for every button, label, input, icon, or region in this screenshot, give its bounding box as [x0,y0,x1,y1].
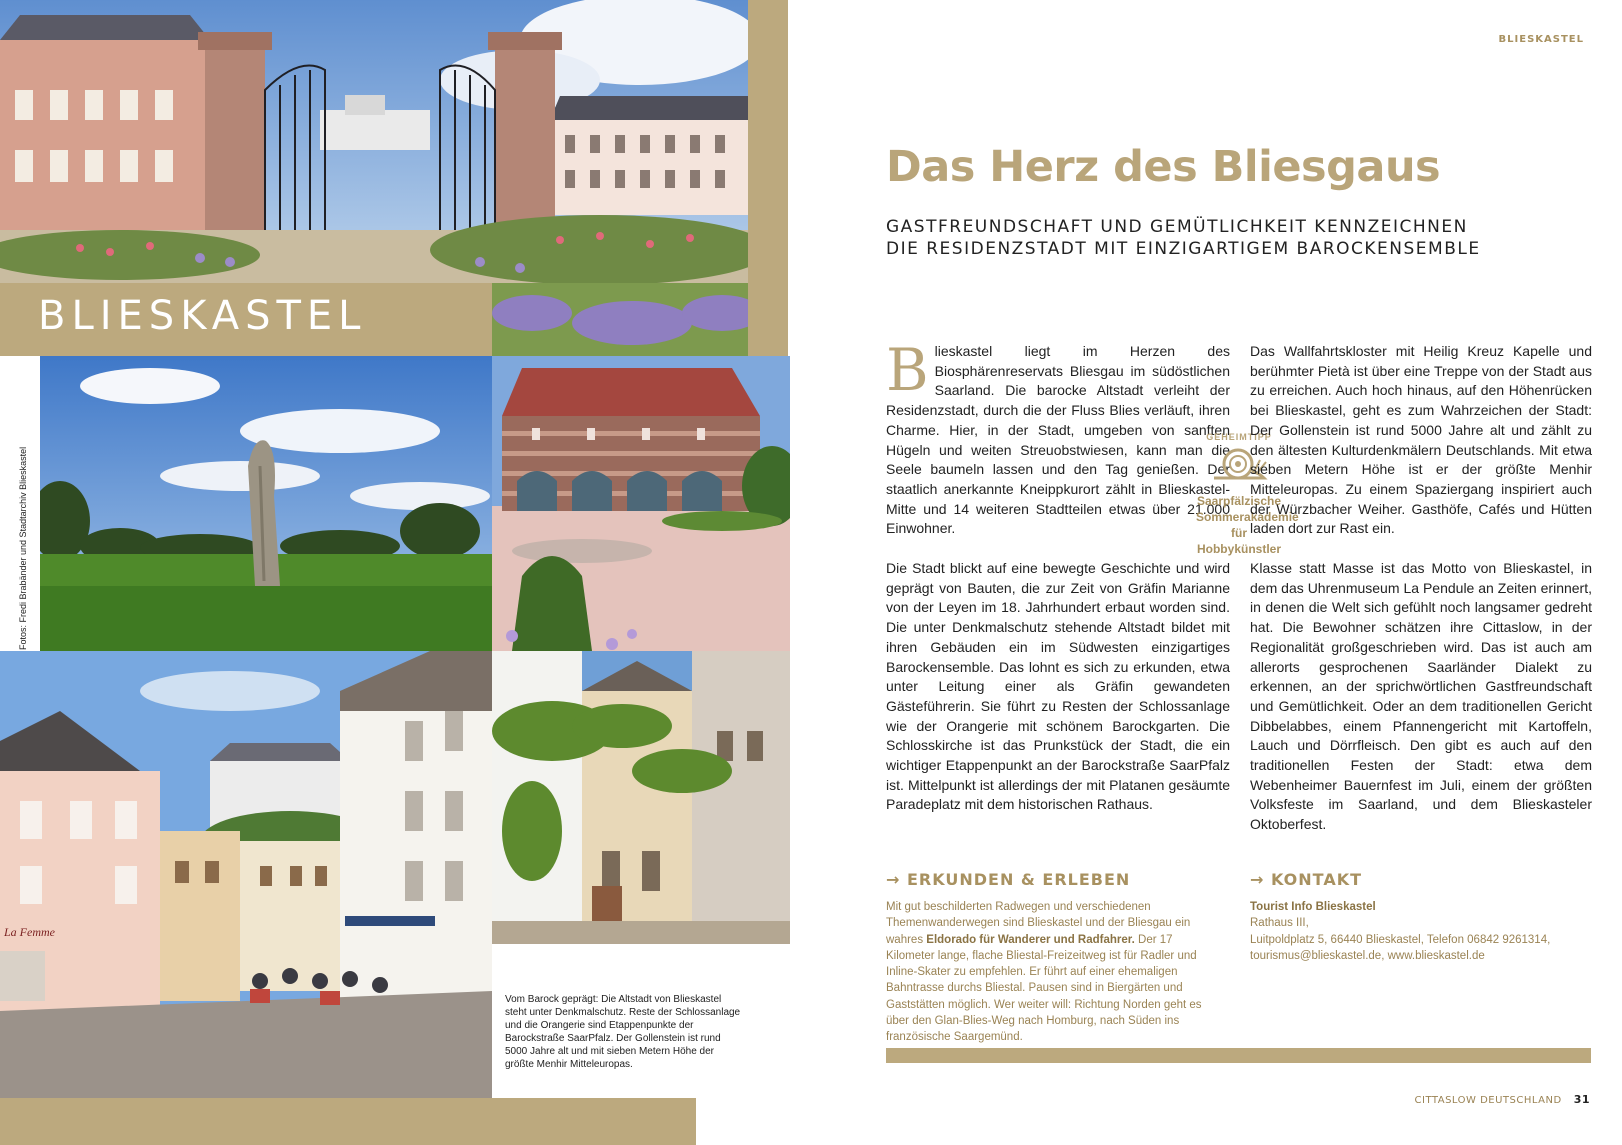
orangerie-photo [492,356,790,651]
left-page [0,0,790,1145]
contact-line-2: Luitpoldplatz 5, 66440 Blieskastel, Telefon 06842 9261314, [1250,933,1551,946]
palace-gate-photo [0,0,748,283]
contact-box [1250,870,1592,964]
photo-credit: Fotos: Fredi Brabänder und Stadtarchiv Blieskastel [18,446,28,650]
contact-heading: → KONTAKT [1250,870,1363,889]
title-band [0,283,492,356]
subhead-line-1: GASTFREUNDSCHAFT UND GEMÜTLICHKEIT KENNZEICHNEN [886,217,1468,237]
contact-line-3[interactable]: tourismus@blieskastel.de, www.blieskastel.de [1250,949,1485,962]
old-town-street-photo [0,651,492,1098]
explore-text [886,899,1224,1046]
explore-box [886,870,1224,1046]
paragraph-4: Klasse statt Masse ist das Motto von Blieskastel, in dem das Uhrenmuseum La Pendule an Zeiten erinnert, in denen die Welt sich gefühlt noch langsamer gedreht hat. Die Bewohner schätzen ihre Cittaslow, in der Regionalität großgeschrieben wird. Das ist auch am allerorts gesprochenen Saarländer Dialekt zu erkennen, an der sprichwörtlichen Gastfreundschaft und Gemütlichkeit. Oder an dem traditionellen Gericht Dibbelabbes, einem Pfannengericht mit Kartoffeln, Lauch und Dörrfleisch. Den gibt es auch auf den traditionellen Festen der Stadt: etwa dem Webenheimer Bauernfest im Juli, einem der größten Volksfeste im Saarland, und dem Blieskasteler Oktoberfest. [1250,560,1592,833]
shopfront-text: La Femme [4,925,55,939]
paragraph-2: Die Stadt blickt auf eine bewegte Geschichte und wird geprägt von Bauten, die zur Zeit von Gräfin Marianne von der Leyen im 18. Jahrhundert erbaut worden sind. Die unter Denkmalschutz stehende Altstadt bildet mit ihren Gebäuden ein im Südwesten einzigartiges Barockensemble. Das lohnt es sich zu erkunden, etwa unter Leitung einer als Gräfin gewandeten Gästeführerin. Sie führt zu Resten der Schlossanlage wie der Orangerie mit schönem Barockgarten. Die Schlosskirche ist das Prunkstück der Stadt, die ein wichtiger Etappenpunkt an der Barockstraße SaarPfalz ist. Mittelpunkt ist allerdings der mit Platanen gesäumte Paradeplatz mit dem historischen Rathaus. [886,560,1230,813]
drop-cap: B [886,336,929,404]
footer-label: CITTASLOW DEUTSCHLAND [1414,1095,1562,1106]
paragraph-1 [886,336,1230,539]
menhir-photo [40,356,492,651]
explore-text-1: Mit gut beschilderten Radwegen und verschiedenen Themenwanderwegen sind Blieskastel und der Bliesgau ein wahres [886,901,1191,946]
paragraph-1-text: lieskastel liegt im Herzen des Biosphärenreservats Bliesgau im südöstlichen Saarland. Die barocke Altstadt verleiht der Residenzstadt, durch die der Fluss Blies verläuft, ihren Charme. Hier, in der Stadt, umgeben von sanften Hügeln und weiten Streuobstwiesen, kann man die Seele baumeln lassen und den Tag genießen. Der staatlich anerkannte Kneippkurort zählt in Blieskastel-Mitte und 14 weiteren Stadtteilen etwas über 21.000 Einwohner. [886,343,1230,537]
contact-name: Tourist Info Blieskastel [1250,901,1376,913]
contact-line-1: Rathaus III, [1250,917,1309,930]
footer-rule [886,1048,1591,1063]
decor-strip-bottom [0,1098,696,1145]
tip-label: GEHEIMTIPP [1206,432,1272,442]
contact-details [1250,899,1592,964]
paragraph-3: Das Wallfahrtskloster mit Heilig Kreuz Kapelle und berühmter Pietà ist über eine Treppe von der Stadt aus zu erreichen. Auch hoch hinaus, auf den Höhenrücken bei Blieskastel, geht es zum Wahrzeichen der Stadt: Der Gollenstein ist rund 5000 Jahre alt und zählt zu den ältesten Kulturdenkmälern Deutschlands. Mit etwa sieben Metern Höhe ist er der größte Menhir Mitteleuropas. Zu einem Spaziergang inspiriert auch der Würzbacher Weiher. Gasthöfe, Cafés und Hütten laden dort zur Rast ein. [1250,343,1592,537]
lavender-bed-photo [492,283,748,356]
headline: Das Herz des Bliesgaus [886,142,1441,192]
photo-caption: Vom Barock geprägt: Die Altstadt von Blieskastel steht unter Denkmalschutz. Reste der Schlossanlage und die Orangerie sind Etappenpunkte der Barockstraße SaarPfalz. Der Gollenstein ist rund 5000 Jahre alt und mit sieben Metern Höhe der größte Menhir Mitteleuropas. [505,994,741,1070]
explore-text-bold: Eldorado für Wanderer und Radfahrer. [926,933,1135,946]
running-head: BLIESKASTEL [1498,34,1584,45]
body-column-1 [886,336,1230,815]
subhead-line-2: DIE RESIDENZSTADT MIT EINZIGARTIGEM BAROCKENSEMBLE [886,239,1481,259]
body-column-2 [1250,342,1592,835]
page-number: 31 [1573,1093,1590,1106]
explore-heading: → ERKUNDEN & ERLEBEN [886,870,1131,889]
left-page-title: BLIESKASTEL [38,293,367,339]
explore-text-2: Der 17 Kilometer lange, flache Bliestal-Freizeitweg ist für Radler und Inline-Skater zu empfehlen. Er führt auf einer ehemaligen Bahntrasse durchs Bliestal. Pausen sind in Biergärten und Gaststätten möglich. Wer weiter will: Richtung Norden geht es über den Glan-Blies-Weg nach Homburg, nach Süden ins französische Saargemünd. [886,933,1202,1044]
lane-vines-photo [492,651,790,944]
subhead [886,216,1566,260]
page-footer [1415,1093,1590,1106]
tip-text: Saarpfälzische Sommerakademie für Hobbykünstler [1196,494,1299,556]
